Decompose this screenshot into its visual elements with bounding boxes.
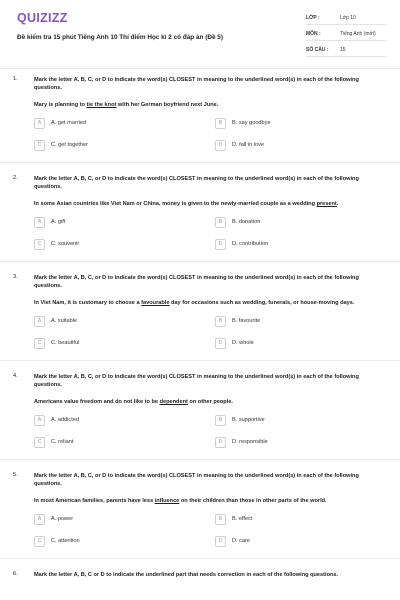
- option-text: B. supportive: [232, 417, 265, 423]
- options-row: [34, 239, 386, 261]
- option-letter-badge: D: [215, 338, 226, 349]
- underlined-word: favourable: [141, 300, 170, 306]
- options-row: [34, 217, 386, 239]
- sentence-text: on their children than those in other parts of the world.: [179, 498, 327, 504]
- sentence-text: .: [336, 201, 339, 207]
- option-text: B. effect: [232, 516, 253, 522]
- question-number: 6.: [13, 571, 18, 577]
- answer-options: [34, 316, 386, 360]
- question-gap: [0, 163, 400, 175]
- question-sentence: [34, 398, 386, 406]
- question-instruction: Mark the letter A, B, C, or D to indicate the word(s) CLOSEST in meaning to the underlined word(s) in each of the following questions.: [34, 77, 359, 91]
- meta-value: Tiếng Anh (mới): [340, 31, 376, 37]
- meta-key: SỐ CÂU :: [306, 47, 329, 53]
- question-instruction: Mark the letter A, B, C, or D to indicate the word(s) CLOSEST in meaning to the underlined word(s) in each of the following questions.: [34, 176, 359, 190]
- question-sentence: [34, 497, 386, 505]
- option-letter-badge: C: [34, 338, 45, 349]
- answer-option[interactable]: [34, 239, 210, 253]
- options-row: [34, 437, 386, 459]
- options-row: [34, 316, 386, 338]
- answer-option[interactable]: [34, 140, 210, 154]
- question-sentence: [34, 101, 386, 109]
- meta-key: LỚP :: [306, 15, 320, 21]
- answer-option[interactable]: [215, 217, 391, 231]
- option-text: C. reliant: [51, 439, 74, 445]
- option-letter-badge: B: [215, 316, 226, 327]
- sentence-text: Americans value freedom and do not like to be: [34, 399, 160, 405]
- meta-value: Lớp 10: [340, 15, 356, 21]
- answer-option[interactable]: [215, 536, 391, 550]
- option-text: C. souvenir: [51, 241, 80, 247]
- answer-options: [34, 118, 386, 162]
- option-text: B. favourite: [232, 318, 261, 324]
- option-text: D. care: [232, 538, 251, 544]
- question-item: [0, 472, 400, 558]
- option-text: D. whole: [232, 340, 254, 346]
- sentence-text: day for occasions such as wedding, funerals, or house-moving days.: [169, 300, 355, 306]
- answer-option[interactable]: [215, 140, 391, 154]
- question-list: [0, 76, 400, 579]
- underlined-word: present: [316, 201, 337, 207]
- options-row: [34, 118, 386, 140]
- option-text: D. contribution: [232, 241, 269, 247]
- option-letter-badge: A: [34, 118, 45, 129]
- question-instruction: Mark the letter A, B, C or D to indicate the underlined part that needs correction in each of the following questions.: [34, 572, 339, 578]
- question-number: 4.: [13, 373, 18, 379]
- meta-row-subject: [306, 29, 386, 41]
- answer-option[interactable]: [215, 437, 391, 451]
- option-text: C. beautiful: [51, 340, 80, 346]
- answer-option[interactable]: [34, 338, 210, 352]
- underlined-word: tie the knot: [86, 102, 117, 108]
- option-text: C. get together: [51, 142, 89, 148]
- options-row: [34, 140, 386, 162]
- question-instruction: Mark the letter A, B, C, or D to indicate the word(s) CLOSEST in meaning to the underlined word(s) in each of the following questions.: [34, 374, 359, 388]
- options-row: [34, 338, 386, 360]
- option-letter-badge: D: [215, 239, 226, 250]
- answer-option[interactable]: [215, 415, 391, 429]
- answer-option[interactable]: [34, 316, 210, 330]
- answer-option[interactable]: [34, 217, 210, 231]
- underlined-word: influence: [154, 498, 180, 504]
- quizizz-logo: QUIZIZZ: [17, 11, 68, 25]
- answer-option[interactable]: [34, 437, 210, 451]
- option-text: A. get married: [51, 120, 87, 126]
- answer-option[interactable]: [215, 514, 391, 528]
- question-gap: [0, 361, 400, 373]
- option-letter-badge: D: [215, 437, 226, 448]
- options-row: [34, 514, 386, 536]
- option-text: A. power: [51, 516, 74, 522]
- answer-option[interactable]: [34, 415, 210, 429]
- option-text: D. fall in love: [232, 142, 265, 148]
- sentence-text: In some Asian countries like Viet Nam or China, money is given to the newly-married couple as a wedding: [34, 201, 317, 207]
- option-text: A. suitable: [51, 318, 78, 324]
- question-item: [0, 571, 400, 579]
- answer-option[interactable]: [34, 514, 210, 528]
- meta-value: 15: [340, 47, 346, 53]
- option-letter-badge: B: [215, 217, 226, 228]
- header-divider: [0, 68, 400, 69]
- option-letter-badge: C: [34, 239, 45, 250]
- underlined-word: dependent: [159, 399, 188, 405]
- answer-option[interactable]: [34, 118, 210, 132]
- answer-options: [34, 514, 386, 558]
- option-text: D. responsible: [232, 439, 268, 445]
- question-item: [0, 175, 400, 261]
- question-number: 1.: [13, 76, 18, 82]
- meta-key: MÔN :: [306, 31, 321, 37]
- options-row: [34, 536, 386, 558]
- question-number: 3.: [13, 274, 18, 280]
- options-row: [34, 415, 386, 437]
- question-item: [0, 76, 400, 162]
- question-item: [0, 373, 400, 459]
- option-text: A. gift: [51, 219, 66, 225]
- option-letter-badge: D: [215, 140, 226, 151]
- question-number: 5.: [13, 472, 18, 478]
- sentence-text: In most American families, parents have less: [34, 498, 155, 504]
- option-text: B. donation: [232, 219, 261, 225]
- answer-option[interactable]: [34, 536, 210, 550]
- answer-option[interactable]: [215, 118, 391, 132]
- worksheet-meta: [306, 13, 386, 61]
- question-instruction: Mark the letter A, B, C, or D to indicate the word(s) CLOSEST in meaning to the underlined word(s) in each of the following questions.: [34, 275, 359, 289]
- option-letter-badge: A: [34, 316, 45, 327]
- meta-row-class: [306, 13, 386, 25]
- question-gap: [0, 460, 400, 472]
- answer-options: [34, 415, 386, 459]
- question-number: 2.: [13, 175, 18, 181]
- option-letter-badge: A: [34, 415, 45, 426]
- option-text: A. addicted: [51, 417, 79, 423]
- question-instruction: Mark the letter A, B, C, or D to indicate the word(s) CLOSEST in meaning to the underlined word(s) in each of the following questions.: [34, 473, 359, 487]
- answer-options: [34, 217, 386, 261]
- option-text: C. attention: [51, 538, 80, 544]
- option-text: B. say goodbye: [232, 120, 271, 126]
- question-sentence: [34, 200, 386, 208]
- option-letter-badge: B: [215, 415, 226, 426]
- question-gap: [0, 262, 400, 274]
- option-letter-badge: C: [34, 536, 45, 547]
- option-letter-badge: B: [215, 514, 226, 525]
- sentence-text: Mary is planning to: [34, 102, 87, 108]
- sentence-text: on other people.: [187, 399, 233, 405]
- sentence-text: with her German boyfriend next June.: [116, 102, 219, 108]
- option-letter-badge: B: [215, 118, 226, 129]
- option-letter-badge: C: [34, 437, 45, 448]
- question-item: [0, 274, 400, 360]
- worksheet-header: [0, 0, 400, 68]
- option-letter-badge: A: [34, 514, 45, 525]
- answer-option[interactable]: [215, 239, 391, 253]
- answer-option[interactable]: [215, 338, 391, 352]
- question-sentence: [34, 299, 386, 307]
- question-gap: [0, 559, 400, 571]
- worksheet-title: Đề kiểm tra 15 phút Tiếng Anh 10 Thí điểm Học kì 2 có đáp án (Đề 5): [17, 34, 223, 41]
- option-letter-badge: C: [34, 140, 45, 151]
- option-letter-badge: D: [215, 536, 226, 547]
- sentence-text: In Viet Nam, it is customary to choose a: [34, 300, 142, 306]
- meta-row-count: [306, 45, 386, 57]
- answer-option[interactable]: [215, 316, 391, 330]
- option-letter-badge: A: [34, 217, 45, 228]
